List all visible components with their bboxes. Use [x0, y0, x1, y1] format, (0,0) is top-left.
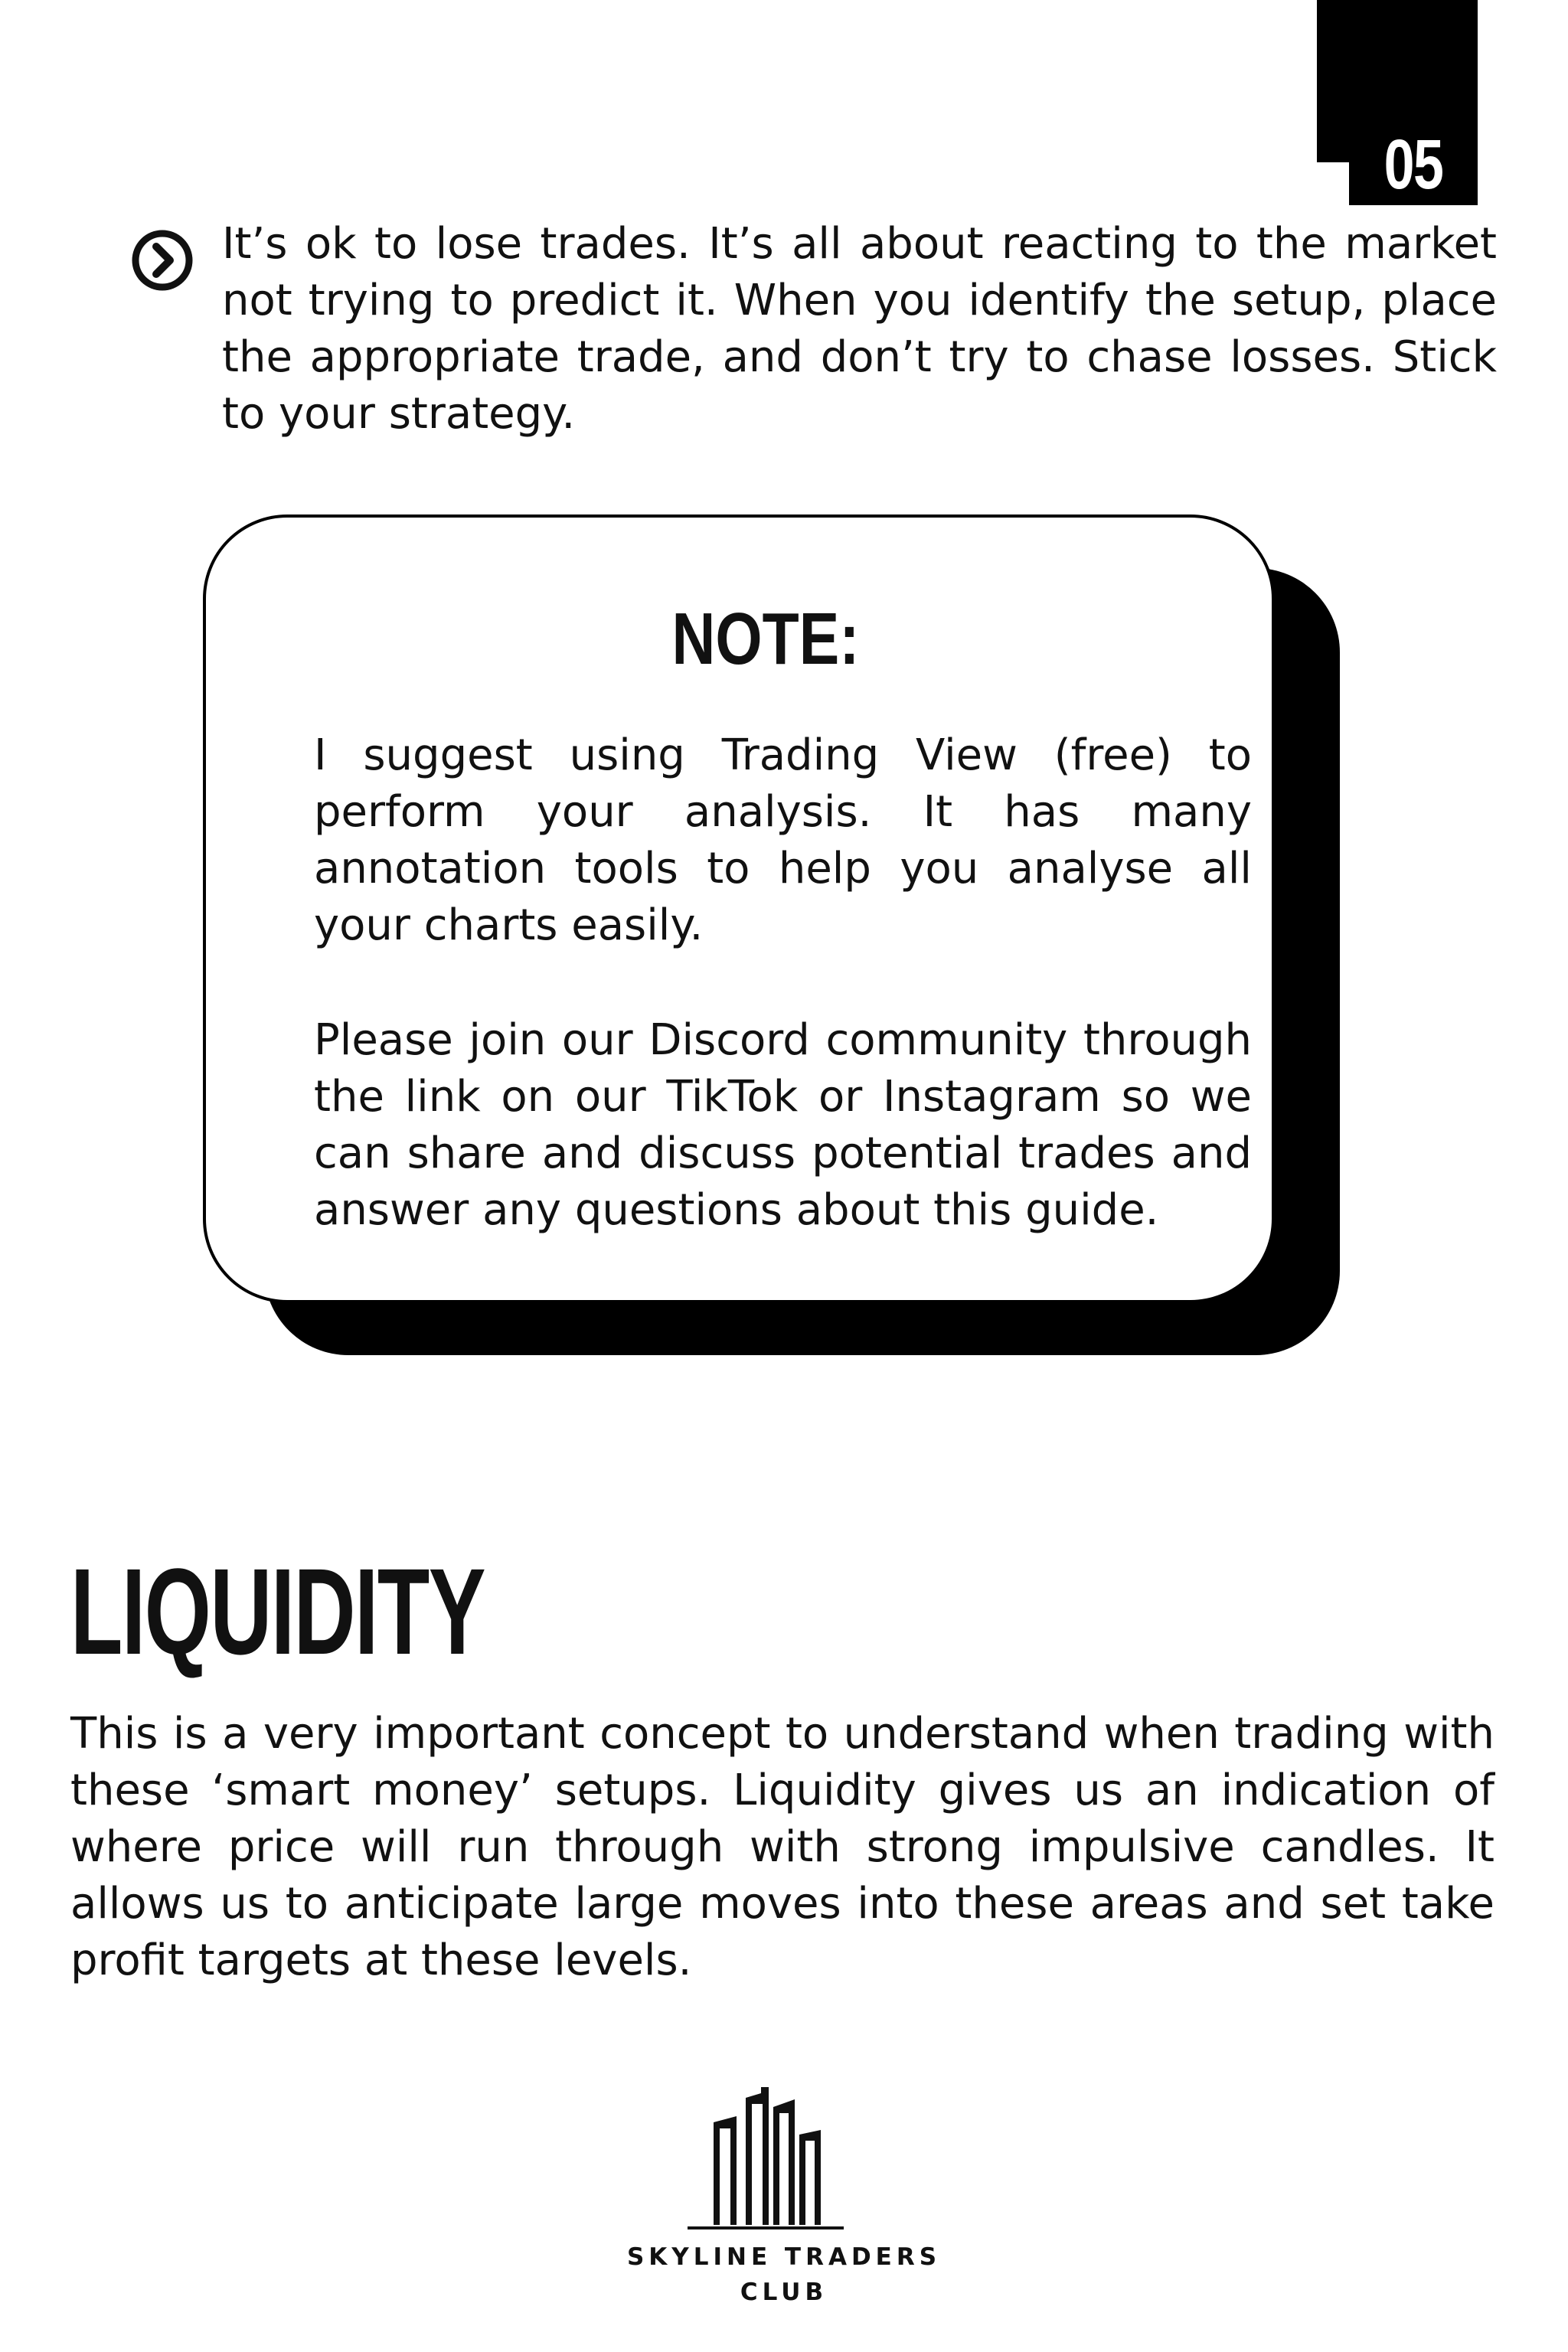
logo-text-line1: SKYLINE TRADERS — [626, 2243, 942, 2271]
page-number-tab-notch — [1317, 162, 1349, 205]
skyline-buildings-icon — [674, 2076, 858, 2237]
logo-wordmark — [570, 2239, 998, 2310]
note-paragraph-discord: Please join our Discord community through the link on our TikTok or Instagram so we can share and discuss potential trades and answer any questions about this guide. — [314, 1015, 1252, 1235]
section-title-liquidity: LIQUIDITY — [70, 1543, 485, 1680]
bullet-paragraph: It’s ok to lose trades. It’s all about reacting to the market not trying to predict it. When you identify the setup, place the appropriate trade, and don’t try to chase losses. Stick to your strategy. — [222, 219, 1497, 439]
chevron-right-circle-icon — [130, 228, 194, 292]
section-body-liquidity: This is a very important concept to understand when trading with these ‘smart money’ setups. Liquidity gives us an indication of where price will run through with strong impulsive candles. It allows us to anticipate large moves into these areas and set take profit targets at these levels. — [70, 1709, 1494, 1985]
page-number: 05 — [1383, 126, 1443, 204]
note-paragraph-tradingview: I suggest using Trading View (free) to perform your analysis. It has many annotation tools to help you analyse all your charts easily. — [314, 730, 1252, 950]
logo-text-line2: CLUB — [740, 2278, 828, 2306]
note-title: NOTE: — [671, 598, 860, 680]
